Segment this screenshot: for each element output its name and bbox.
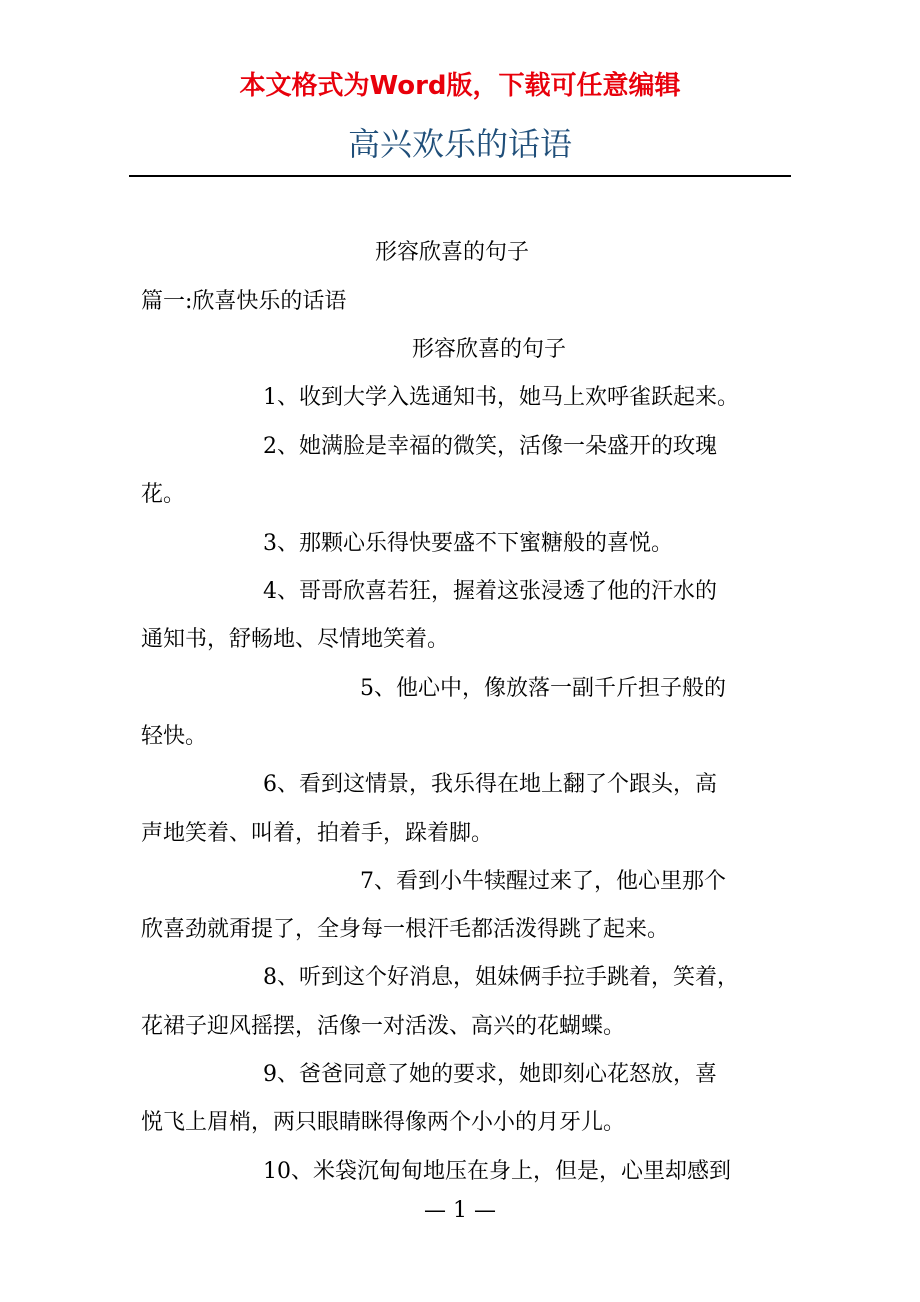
sentence-line: 花。 bbox=[141, 482, 186, 507]
subheading-describing-joy: 形容欣喜的句子 bbox=[412, 337, 567, 362]
sentence-line: 悦飞上眉梢，两只眼睛眯得像两个小小的月牙儿。 bbox=[141, 1110, 626, 1135]
sentence-line: 3、那颗心乐得快要盛不下蜜糖般的喜悦。 bbox=[263, 531, 673, 556]
sentence-line: 4、哥哥欣喜若狂，握着这张浸透了他的汗水的 bbox=[263, 579, 717, 604]
sentence-line: 花裙子迎风摇摆，活像一对活泼、高兴的花蝴蝶。 bbox=[141, 1014, 626, 1039]
sentence-line: 7、看到小牛犊醒过来了，他心里那个 bbox=[360, 869, 726, 894]
title-underline bbox=[129, 175, 791, 177]
sentence-line: 9、爸爸同意了她的要求，她即刻心花怒放，喜 bbox=[263, 1062, 717, 1087]
format-notice: 本文格式为Word版，下载可任意编辑 bbox=[239, 71, 681, 101]
sentence-line: 1、收到大学入选通知书，她马上欢呼雀跃起来。 bbox=[263, 385, 739, 410]
sentence-line: 8、听到这个好消息，姐妹俩手拉手跳着，笑着， bbox=[263, 965, 739, 990]
section-title: 篇一:欣喜快乐的话语 bbox=[141, 289, 347, 314]
sentence-line: 声地笑着、叫着，拍着手，跺着脚。 bbox=[141, 821, 494, 846]
sentence-line: 6、看到这情景，我乐得在地上翻了个跟头，高 bbox=[263, 772, 717, 797]
page-number: — 1 — bbox=[424, 1198, 496, 1223]
sentence-line: 10、米袋沉甸甸地压在身上，但是，心里却感到 bbox=[263, 1159, 731, 1184]
document-title: 高兴欢乐的话语 bbox=[347, 125, 572, 163]
sentence-line: 通知书，舒畅地、尽情地笑着。 bbox=[141, 627, 450, 652]
sentence-line: 2、她满脸是幸福的微笑，活像一朵盛开的玫瑰 bbox=[263, 434, 717, 459]
sentence-line: 5、他心中，像放落一副千斤担子般的 bbox=[360, 676, 726, 701]
sentence-line: 欣喜劲就甭提了，全身每一根汗毛都活泼得跳了起来。 bbox=[141, 917, 670, 942]
heading-describing-joy: 形容欣喜的句子 bbox=[375, 240, 530, 265]
sentence-line: 轻快。 bbox=[141, 724, 208, 749]
